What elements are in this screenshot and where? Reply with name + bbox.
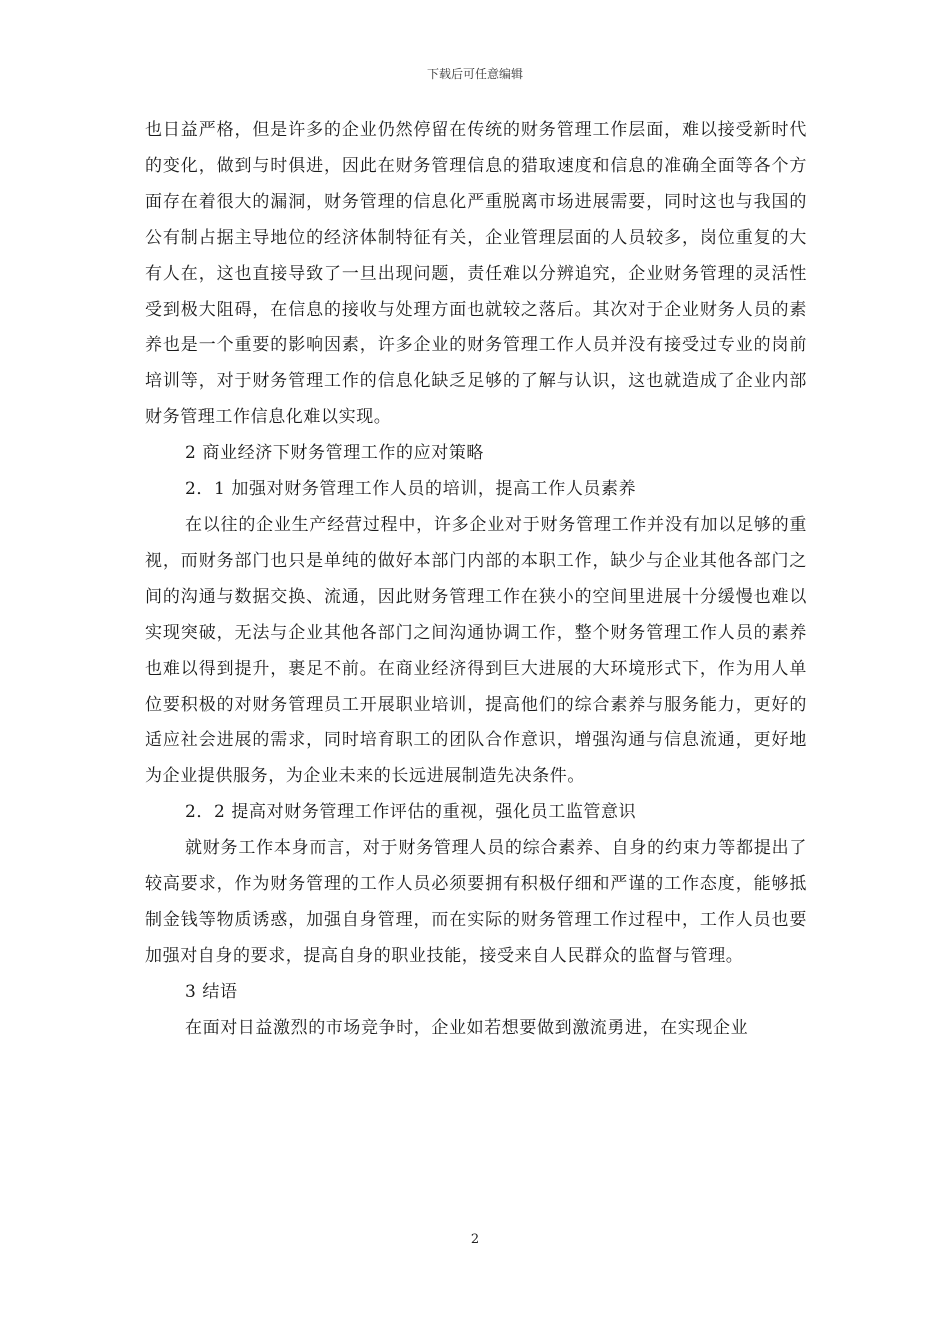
paragraph-2-2: 就财务工作本身而言，对于财务管理人员的综合素养、自身的约束力等都提出了较高要求，作为财务管理的工作人员必须要拥有积极仔细和严谨的工作态度，能够抵制金钱等物质诱惑，加强自身管理，而在实际的财务管理工作过程中，工作人员也要加强对自身的要求，提高自身的职业技能，接受来自人民群众的监督与管理。 bbox=[145, 838, 807, 966]
document-body bbox=[145, 113, 807, 1047]
page-number: 2 bbox=[470, 1232, 480, 1247]
section-heading-3: 3 结语 bbox=[185, 981, 238, 1002]
subsection-heading-2-1: 2．1 加强对财务管理工作人员的培训，提高工作人员素养 bbox=[185, 479, 637, 500]
page-header: 下载后可任意编辑 bbox=[426, 67, 523, 81]
subsection-heading-2-2: 2．2 提高对财务管理工作评估的重视，强化员工监管意识 bbox=[185, 802, 637, 823]
paragraph-continued: 也日益严格，但是许多的企业仍然停留在传统的财务管理工作层面，难以接受新时代的变化，做到与时俱进，因此在财务管理信息的猎取速度和信息的准确全面等各个方面存在着很大的漏洞，财务管理的信息化严重脱离市场进展需要，同时这也与我国的公有制占据主导地位的经济体制特征有关，企业管理层面的人员较多，岗位重复的大有人在，这也直接导致了一旦出现问题，责任难以分辨追究，企业财务管理的灵活性受到极大阻碍，在信息的接收与处理方面也就较之落后。其次对于企业财务人员的素养也是一个重要的影响因素，许多企业的财务管理工作人员并没有接受过专业的岗前培训等，对于财务管理工作的信息化缺乏足够的了解与认识，这也就造成了企业内部财务管理工作信息化难以实现。 bbox=[145, 120, 807, 428]
paragraph-3: 在面对日益激烈的市场竞争时，企业如若想要做到激流勇进，在实现企业 bbox=[185, 1017, 749, 1038]
section-heading-2: 2 商业经济下财务管理工作的应对策略 bbox=[185, 443, 485, 464]
paragraph-2-1: 在以往的企业生产经营过程中，许多企业对于财务管理工作并没有加以足够的重视，而财务部门也只是单纯的做好本部门内部的本职工作，缺少与企业其他各部门之间的沟通与数据交换、流通，因此财务管理工作在狭小的空间里进展十分缓慢也难以实现突破，无法与企业其他各部门之间沟通协调工作，整个财务管理工作人员的素养也难以得到提升，裹足不前。在商业经济得到巨大进展的大环境形式下，作为用人单位要积极的对财务管理员工开展职业培训，提高他们的综合素养与服务能力，更好的适应社会进展的需求，同时培育职工的团队合作意识，增强沟通与信息流通，更好地为企业提供服务，为企业未来的长远进展制造先决条件。 bbox=[145, 514, 807, 787]
